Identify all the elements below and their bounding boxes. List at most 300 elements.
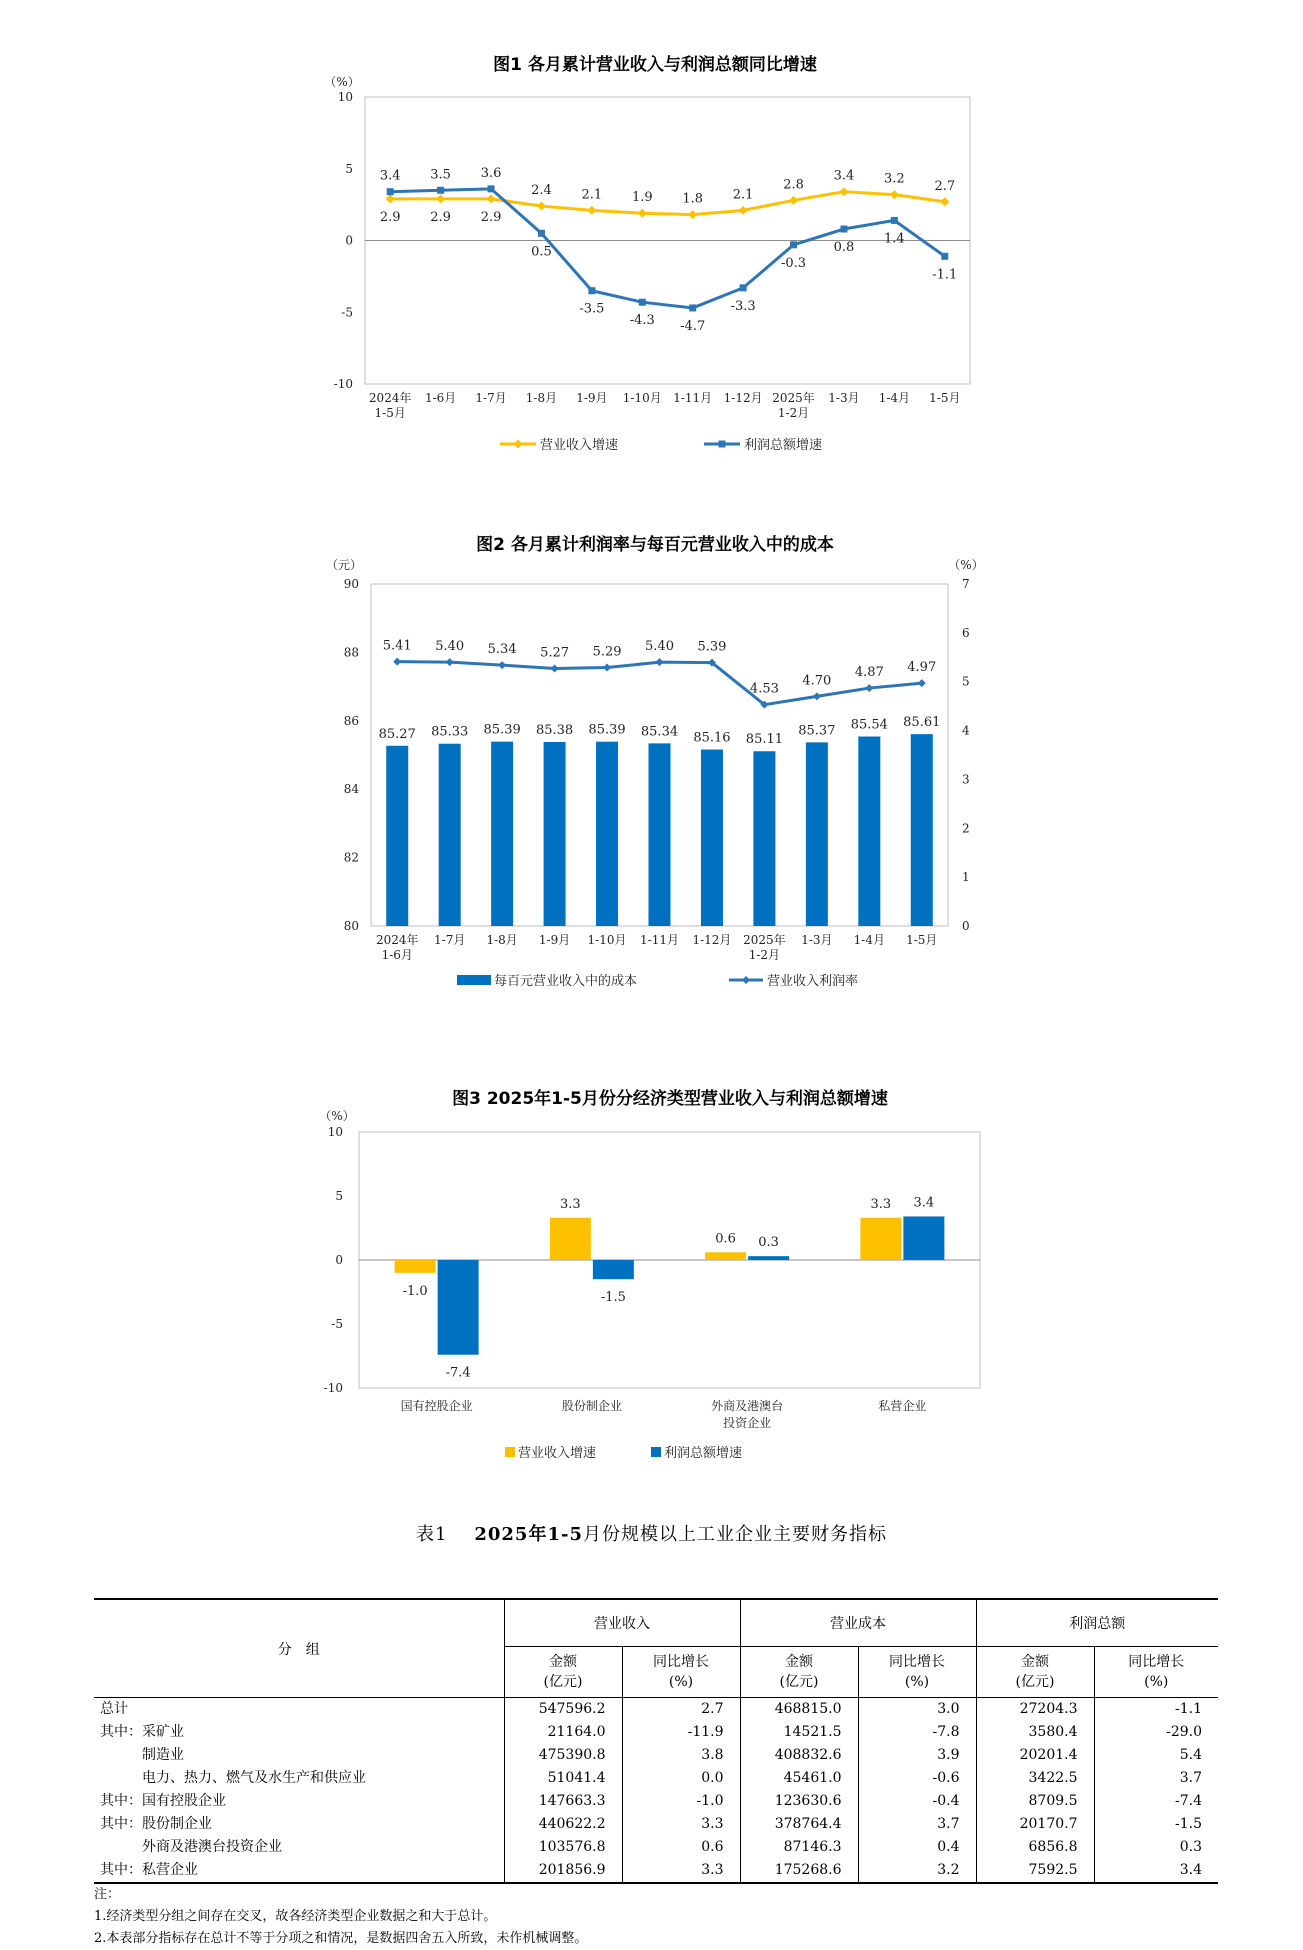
chart-1-profit-point [740, 284, 747, 291]
chart-2-cost-bar [491, 742, 513, 926]
chart-2-x-tick-line: 1-2月 [748, 948, 781, 962]
chart-1-profit-label: 3.5 [430, 167, 451, 183]
group-header: 分 组 [94, 1599, 504, 1698]
table-title-prefix: 表1 [416, 1524, 448, 1545]
sub-header-line: 金额 [785, 1654, 813, 1670]
table-title [0, 1520, 1303, 1546]
chart-2-profit-rate-label: 4.70 [802, 673, 832, 689]
chart-2-cost-bar [858, 737, 880, 926]
chart-3-x-tick [401, 1398, 473, 1413]
chart-1-x-tick [828, 391, 859, 405]
chart-2-profit-rate-point [918, 679, 926, 687]
table-row [94, 1836, 1218, 1859]
chart-2-profit-rate-label: 4.97 [907, 660, 937, 676]
chart-1-profit-label: -4.3 [629, 313, 655, 329]
chart-2-x-tick-line: 1-4月 [853, 933, 885, 947]
chart-1-x-tick [879, 391, 910, 405]
chart-1-profit-label: 1.4 [884, 231, 905, 247]
chart-1-revenue-label: 2.9 [480, 209, 502, 225]
sub-header-amount [740, 1647, 858, 1698]
table-cell: 3.2 [858, 1859, 976, 1883]
chart-1-revenue-point [436, 194, 445, 203]
chart-1-revenue-label: 2.9 [379, 209, 401, 225]
table-cell: 147663.3 [504, 1790, 622, 1813]
table-cell: 3.7 [1094, 1767, 1218, 1790]
chart-3-revenue-label: 3.3 [560, 1196, 581, 1212]
table-cell: 2.7 [622, 1698, 740, 1722]
chart-2-profit-rate-point [865, 684, 873, 692]
table-row [94, 1767, 1218, 1790]
chart-1-revenue-label: 2.7 [934, 178, 956, 194]
chart-1-profit-point [689, 304, 696, 311]
sub-header-amount [976, 1647, 1094, 1698]
chart-2-legend-cost-label: 每百元营业收入中的成本 [494, 974, 638, 989]
sub-header-line: 同比增长 [1128, 1654, 1185, 1670]
table-cell: -1.0 [622, 1790, 740, 1813]
table-cell: 0.3 [1094, 1836, 1218, 1859]
table-cell: 468815.0 [740, 1698, 858, 1722]
chart-1-revenue-point [638, 209, 647, 218]
chart-2-profit-rate-label: 5.41 [382, 638, 412, 654]
chart-2-y-right-tick: 6 [962, 625, 970, 640]
chart-1-x-tick-line: 1-5月 [374, 406, 406, 420]
chart-2-cost-label: 85.54 [850, 717, 888, 733]
table-cell: -29.0 [1094, 1721, 1218, 1744]
chart-2-cost-bar [596, 742, 618, 926]
chart-3-profit-label: 0.3 [758, 1235, 779, 1251]
table-cell: 475390.8 [504, 1744, 622, 1767]
table-cell: -7.4 [1094, 1790, 1218, 1813]
chart-2-x-tick-line: 1-5月 [906, 933, 938, 947]
col-group-revenue: 营业收入 [504, 1599, 740, 1647]
chart-3-profit-label: 3.4 [913, 1195, 935, 1211]
table-cell: 21164.0 [504, 1721, 622, 1744]
sub-header-line: (亿元) [543, 1674, 583, 1690]
table-cell: 123630.6 [740, 1790, 858, 1813]
table-cell: 0.4 [858, 1836, 976, 1859]
chart-3-revenue-bar [860, 1218, 901, 1260]
chart-3-profit-bar [438, 1260, 479, 1355]
note-2: 2.本表部分指标存在总计不等于分项之和情况，是数据四舍五入所致，未作机械调整。 [94, 1931, 588, 1946]
chart-2-profit-rate-label: 5.39 [697, 639, 727, 655]
chart-2-y-right-tick: 4 [962, 723, 970, 738]
chart-2-cost-label: 85.61 [903, 715, 941, 731]
row-label: 总计 [100, 1701, 128, 1717]
chart-1-x-tick [772, 390, 815, 420]
table-cell: -11.9 [622, 1721, 740, 1744]
table-cell: 0.6 [622, 1836, 740, 1859]
chart-2-x-tick [801, 933, 832, 947]
chart-2-profit-rate-point [551, 665, 559, 673]
table-cell: 27204.3 [976, 1698, 1094, 1722]
chart-1-x-tick-line: 1-6月 [424, 391, 457, 405]
table-notes [94, 1884, 587, 1950]
chart-1-profit-point [840, 226, 847, 233]
table-cell: 3.3 [622, 1813, 740, 1836]
chart-1-x-tick-line: 1-5月 [929, 391, 961, 405]
row-label: 其中：采矿业 [100, 1724, 184, 1740]
chart-1-x-tick-line: 2025年 [772, 391, 815, 405]
chart-1-series-revenue-line [390, 192, 945, 215]
table-cell: 408832.6 [740, 1744, 858, 1767]
table-cell: -0.4 [858, 1790, 976, 1813]
chart-2-cost-label: 85.16 [693, 730, 731, 746]
chart-1-x-tick [724, 391, 763, 405]
chart-2-cost-bar [649, 743, 671, 926]
chart-2-x-tick-line: 2025年 [743, 933, 786, 947]
chart-1-revenue-point [890, 190, 899, 199]
chart-3-y-unit: （%） [319, 1109, 355, 1123]
chart-3-profit-label: -7.4 [445, 1365, 471, 1381]
chart-2-legend-cost-swatch [457, 975, 491, 985]
table-cell: 6856.8 [976, 1836, 1094, 1859]
table-cell: 20201.4 [976, 1744, 1094, 1767]
table-cell: -1.1 [1094, 1698, 1218, 1722]
chart-3-profit-bar [593, 1260, 634, 1279]
chart-2-cost-bar [439, 744, 461, 926]
chart-3-y-tick: -10 [323, 1381, 343, 1395]
chart-1-x-tick [526, 391, 557, 405]
chart-2-profit-rate-label: 4.87 [854, 665, 884, 681]
chart-2-x-tick [640, 933, 679, 947]
table-cell: -0.6 [858, 1767, 976, 1790]
chart-1-revenue-point [789, 196, 798, 205]
chart-2-x-tick-line: 1-11月 [640, 933, 679, 947]
chart-1-revenue-label: 2.1 [581, 187, 603, 203]
chart-1-x-tick [929, 391, 960, 405]
note-heading: 注： [94, 1887, 121, 1902]
chart-2-x-tick-line: 1-9月 [538, 933, 571, 947]
table-cell: 103576.8 [504, 1836, 622, 1859]
chart-3-revenue-bar [550, 1218, 591, 1260]
chart-1-revenue-label: 3.4 [833, 168, 855, 184]
chart-1-y-tick: 5 [345, 161, 353, 176]
chart-1-revenue-point [688, 210, 697, 219]
chart-1-title: 图1 各月累计营业收入与利润总额同比增速 [493, 55, 817, 75]
chart-2-legend-rate-marker [742, 976, 750, 984]
table-cell: 51041.4 [504, 1767, 622, 1790]
chart-2-x-tick [486, 933, 517, 947]
sub-header-line: (亿元) [1015, 1674, 1055, 1690]
chart-3-revenue-label: 0.6 [715, 1231, 736, 1247]
chart-1-x-tick-line: 1-2月 [777, 406, 810, 420]
chart-3-y-tick: 5 [335, 1189, 343, 1203]
chart-2-y-left-tick: 82 [343, 850, 359, 865]
chart-2-x-tick-line: 1-10月 [587, 933, 627, 947]
chart-1-profit-label: -3.3 [730, 298, 756, 314]
chart-3-revenue-bar [395, 1260, 436, 1273]
chart-1-x-tick [623, 391, 662, 405]
chart-2-x-tick-line: 1-6月 [381, 948, 413, 962]
chart-2-profit-rate-label: 5.34 [487, 642, 517, 658]
chart-1-profit-label: 3.6 [480, 165, 502, 181]
table-cell: 8709.5 [976, 1790, 1094, 1813]
chart-1-revenue-point [839, 187, 848, 196]
chart-2-y-left-tick: 90 [343, 577, 359, 591]
table-cell: 3422.5 [976, 1767, 1094, 1790]
chart-2-profit-rate-label: 5.40 [435, 639, 465, 655]
chart-2-y-right-tick: 5 [962, 674, 970, 689]
chart-3-x-tick-line: 外商及港澳台 [711, 1399, 784, 1413]
chart-2-cost-label: 85.11 [745, 732, 784, 748]
chart-3-legend-profit-swatch [651, 1447, 661, 1457]
chart-2-x-tick [376, 932, 419, 962]
chart-1-x-tick-line: 1-7月 [475, 391, 507, 405]
chart-2-cost-label: 85.34 [640, 724, 679, 740]
table-cell: 440622.2 [504, 1813, 622, 1836]
table-title-rest: 月份规模以上工业企业主要财务指标 [582, 1524, 887, 1545]
chart-3-x-tick-line: 股份制企业 [561, 1399, 622, 1413]
table-cell: 3580.4 [976, 1721, 1094, 1744]
chart-2-cost-bar [806, 742, 828, 926]
chart-1-x-tick-line: 1-4月 [878, 391, 911, 405]
chart-1-x-tick [673, 391, 712, 405]
table-cell: 45461.0 [740, 1767, 858, 1790]
chart-3-x-tick [711, 1398, 783, 1430]
chart-1-y-tick: -5 [341, 305, 353, 320]
chart-1-profit-point [387, 188, 394, 195]
chart-1-revenue-point [487, 194, 496, 203]
table-cell: -1.5 [1094, 1813, 1218, 1836]
chart-3-revenue-label: 3.3 [870, 1196, 892, 1212]
chart-1-x-tick-line: 1-9月 [576, 391, 608, 405]
table-row [94, 1813, 1218, 1836]
chart-1-profit-label: 3.4 [379, 168, 401, 184]
row-label: 制造业 [100, 1747, 184, 1763]
chart-3-title: 图3 2025年1-5月份分经济类型营业收入与利润总额增速 [452, 1089, 888, 1109]
row-label: 其中：股份制企业 [100, 1816, 212, 1832]
chart-2-y-left-unit: （元） [325, 558, 363, 572]
chart-2-x-tick [692, 933, 731, 947]
chart-2-profit-rate-label: 4.53 [749, 681, 779, 697]
chart-2-profit-rate-line [397, 662, 922, 705]
chart-1-profit-label: -3.5 [579, 301, 605, 317]
chart-1-revenue-label: 2.4 [531, 183, 552, 199]
table-cell: 175268.6 [740, 1859, 858, 1883]
chart-2-cost-bar [911, 734, 933, 926]
chart-2-profit-rate-point [603, 664, 611, 672]
chart-3-y-tick: -5 [331, 1317, 343, 1331]
table-cell: 3.3 [622, 1859, 740, 1883]
col-group-cost: 营业成本 [740, 1599, 976, 1647]
chart-2-x-tick [434, 933, 465, 947]
table-cell: -7.8 [858, 1721, 976, 1744]
chart-1-series-profit-line [390, 189, 945, 308]
chart-1-profit-label: -1.1 [932, 267, 958, 283]
chart-2-y-right-tick: 2 [962, 821, 970, 836]
chart-2-cost-label: 85.27 [378, 726, 416, 742]
chart-3-x-tick-line: 私营企业 [878, 1399, 927, 1413]
chart-1-revenue-label: 3.2 [884, 171, 905, 187]
chart-1-revenue-label: 2.8 [783, 177, 804, 193]
chart-2-cost-bar [386, 746, 408, 926]
chart-2-y-right-tick: 7 [962, 577, 970, 591]
chart-1-y-tick: 0 [345, 233, 353, 248]
chart-1-x-tick [369, 390, 412, 420]
table-cell: 5.4 [1094, 1744, 1218, 1767]
chart-1-x-tick [425, 391, 456, 405]
sub-header-line: 金额 [1021, 1654, 1049, 1670]
table-cell: 0.0 [622, 1767, 740, 1790]
chart-1-legend-revenue-label: 营业收入增速 [540, 438, 619, 453]
chart-2-x-tick-line: 1-12月 [692, 933, 732, 947]
chart-1-profit-point [437, 187, 444, 194]
table-cell: 14521.5 [740, 1721, 858, 1744]
chart-2-x-tick-line: 1-3月 [801, 933, 833, 947]
chart-1-profit-point [941, 253, 948, 260]
sub-header-amount [504, 1647, 622, 1698]
chart-2-x-tick [743, 932, 786, 962]
chart-1-x-tick-line: 1-10月 [622, 391, 662, 405]
sub-header-growth [1094, 1647, 1218, 1698]
chart-2-profit-rate-point [656, 658, 664, 666]
chart-1-profit-label: 0.5 [531, 244, 552, 260]
chart-3-y-tick: 10 [327, 1125, 343, 1139]
chart-3-legend-revenue-label: 营业收入增速 [518, 1446, 597, 1461]
sub-header-line: 同比增长 [889, 1654, 945, 1670]
chart-1-profit-point [790, 241, 797, 248]
table-cell: 20170.7 [976, 1813, 1094, 1836]
chart-1-profit-label: -0.3 [781, 255, 807, 271]
table-cell: 3.8 [622, 1744, 740, 1767]
chart-1-legend-revenue-marker [514, 440, 523, 449]
chart-1-revenue-point [739, 206, 748, 215]
chart-3-ownership-growth [0, 1080, 1303, 1480]
chart-1-revenue-label: 1.8 [682, 191, 704, 207]
table-row [94, 1859, 1218, 1883]
chart-3-x-tick-line: 投资企业 [723, 1416, 772, 1430]
row-label: 电力、热力、燃气及水生产和供应业 [100, 1770, 366, 1786]
chart-2-x-tick-line: 1-7月 [434, 933, 466, 947]
table-cell: 3.4 [1094, 1859, 1218, 1883]
chart-1-profit-label: -4.7 [680, 318, 706, 334]
financial-indicators-table [94, 1598, 1218, 1884]
chart-2-x-tick-line: 2024年 [375, 933, 419, 947]
table-row [94, 1790, 1218, 1813]
table-cell: 3.9 [858, 1744, 976, 1767]
chart-2-cost-bar [544, 742, 566, 926]
table-title-bold: 2025年1-5 [474, 1524, 583, 1545]
chart-2-x-tick [588, 933, 627, 947]
chart-1-x-tick-line: 1-11月 [673, 391, 713, 405]
chart-3-x-tick-line: 国有控股企业 [400, 1399, 473, 1413]
chart-3-x-tick [878, 1398, 926, 1413]
chart-1-revenue-label: 2.9 [430, 209, 451, 225]
chart-2-x-tick-line: 1-8月 [486, 933, 518, 947]
chart-3-x-tick [562, 1398, 622, 1413]
chart-1-revenue-point [537, 202, 546, 211]
table-row [94, 1744, 1218, 1767]
chart-3-revenue-bar [705, 1252, 746, 1260]
table-cell: 87146.3 [740, 1836, 858, 1859]
chart-3-revenue-label: -1.0 [402, 1283, 428, 1299]
row-label: 其中：私营企业 [94, 1859, 504, 1883]
chart-2-x-tick [906, 933, 937, 947]
sub-header-line: (%) [1144, 1674, 1169, 1690]
row-label: 其中：国有控股企业 [100, 1793, 226, 1809]
chart-1-profit-point [891, 217, 898, 224]
chart-2-y-right-tick: 1 [962, 870, 970, 885]
chart-3-profit-bar [748, 1256, 789, 1260]
chart-1-x-tick-line: 1-12月 [723, 391, 763, 405]
chart-2-profit-rate-point [446, 658, 454, 666]
chart-2-profit-rate-label: 5.40 [645, 639, 674, 655]
chart-2-profit-rate-label: 5.27 [540, 645, 570, 661]
chart-1-x-tick [475, 391, 506, 405]
chart-1-profit-point [538, 230, 545, 237]
chart-3-profit-label: -1.5 [600, 1290, 626, 1306]
chart-1-x-tick [576, 391, 607, 405]
chart-2-y-left-tick: 86 [343, 713, 359, 728]
table-row [94, 1721, 1218, 1744]
sub-header-line: (亿元) [779, 1674, 819, 1690]
chart-2-cost-label: 85.37 [798, 723, 836, 739]
table-cell: 547596.2 [504, 1698, 622, 1722]
chart-1-cumulative-growth [0, 0, 1303, 470]
chart-1-x-tick-line: 2024年 [368, 391, 412, 405]
chart-2-legend-rate-label: 营业收入利润率 [767, 974, 859, 989]
sub-header-line: (%) [668, 1674, 694, 1690]
chart-1-revenue-label: 1.9 [631, 190, 653, 206]
chart-1-revenue-point [940, 197, 949, 206]
chart-3-profit-bar [903, 1216, 944, 1260]
chart-2-title: 图2 各月累计利润率与每百元营业收入中的成本 [476, 535, 834, 555]
sub-header-growth [622, 1647, 740, 1698]
table-row [94, 1698, 1218, 1722]
chart-2-profit-rate-point [813, 692, 821, 700]
chart-1-profit-point [488, 185, 495, 192]
chart-2-x-tick [539, 933, 570, 947]
sub-header-growth [858, 1647, 976, 1698]
table-cell: 3.0 [858, 1698, 976, 1722]
sub-header-line: 同比增长 [653, 1654, 709, 1670]
table-cell: 201856.9 [504, 1859, 622, 1883]
chart-2-profit-rate-label: 5.29 [592, 644, 622, 660]
chart-2-cost-label: 85.39 [483, 722, 521, 738]
chart-2-profit-rate-point [498, 661, 506, 669]
chart-2-y-right-unit: （%） [948, 558, 984, 572]
note-1: 1.经济类型分组之间存在交叉，故各经济类型企业数据之和大于总计。 [94, 1909, 497, 1924]
chart-1-y-tick: 10 [337, 90, 353, 104]
table-cell: 7592.5 [976, 1859, 1094, 1883]
chart-3-legend-profit-label: 利润总额增速 [664, 1446, 743, 1461]
chart-2-y-right-tick: 3 [962, 772, 970, 787]
chart-1-profit-point [639, 299, 646, 306]
chart-1-y-unit: （%） [324, 75, 360, 89]
chart-1-x-tick-line: 1-8月 [525, 391, 558, 405]
col-group-profit: 利润总额 [976, 1599, 1218, 1647]
chart-2-y-left-tick: 84 [343, 782, 359, 797]
chart-2-x-tick [854, 933, 885, 947]
sub-header-line: (%) [904, 1674, 930, 1690]
chart-2-cost-label: 85.33 [431, 724, 469, 740]
chart-2-y-left-tick: 80 [343, 919, 359, 933]
chart-2-profit-rate-point [393, 658, 401, 666]
table-cell: 378764.4 [740, 1813, 858, 1836]
chart-2-cost-bar [753, 751, 775, 926]
chart-1-legend-profit-marker [719, 441, 726, 448]
sub-header-line: 金额 [549, 1654, 577, 1670]
chart-1-y-tick: -10 [333, 377, 353, 391]
chart-1-profit-point [588, 287, 595, 294]
chart-1-legend-profit-label: 利润总额增速 [744, 438, 823, 453]
chart-2-cost-label: 85.39 [588, 722, 626, 738]
chart-2-profit-rate-cost [0, 530, 1303, 1000]
chart-1-revenue-point [386, 194, 395, 203]
row-label: 外商及港澳台投资企业 [100, 1839, 282, 1855]
chart-2-cost-label: 85.38 [535, 723, 574, 739]
chart-1-x-tick-line: 1-3月 [828, 391, 860, 405]
